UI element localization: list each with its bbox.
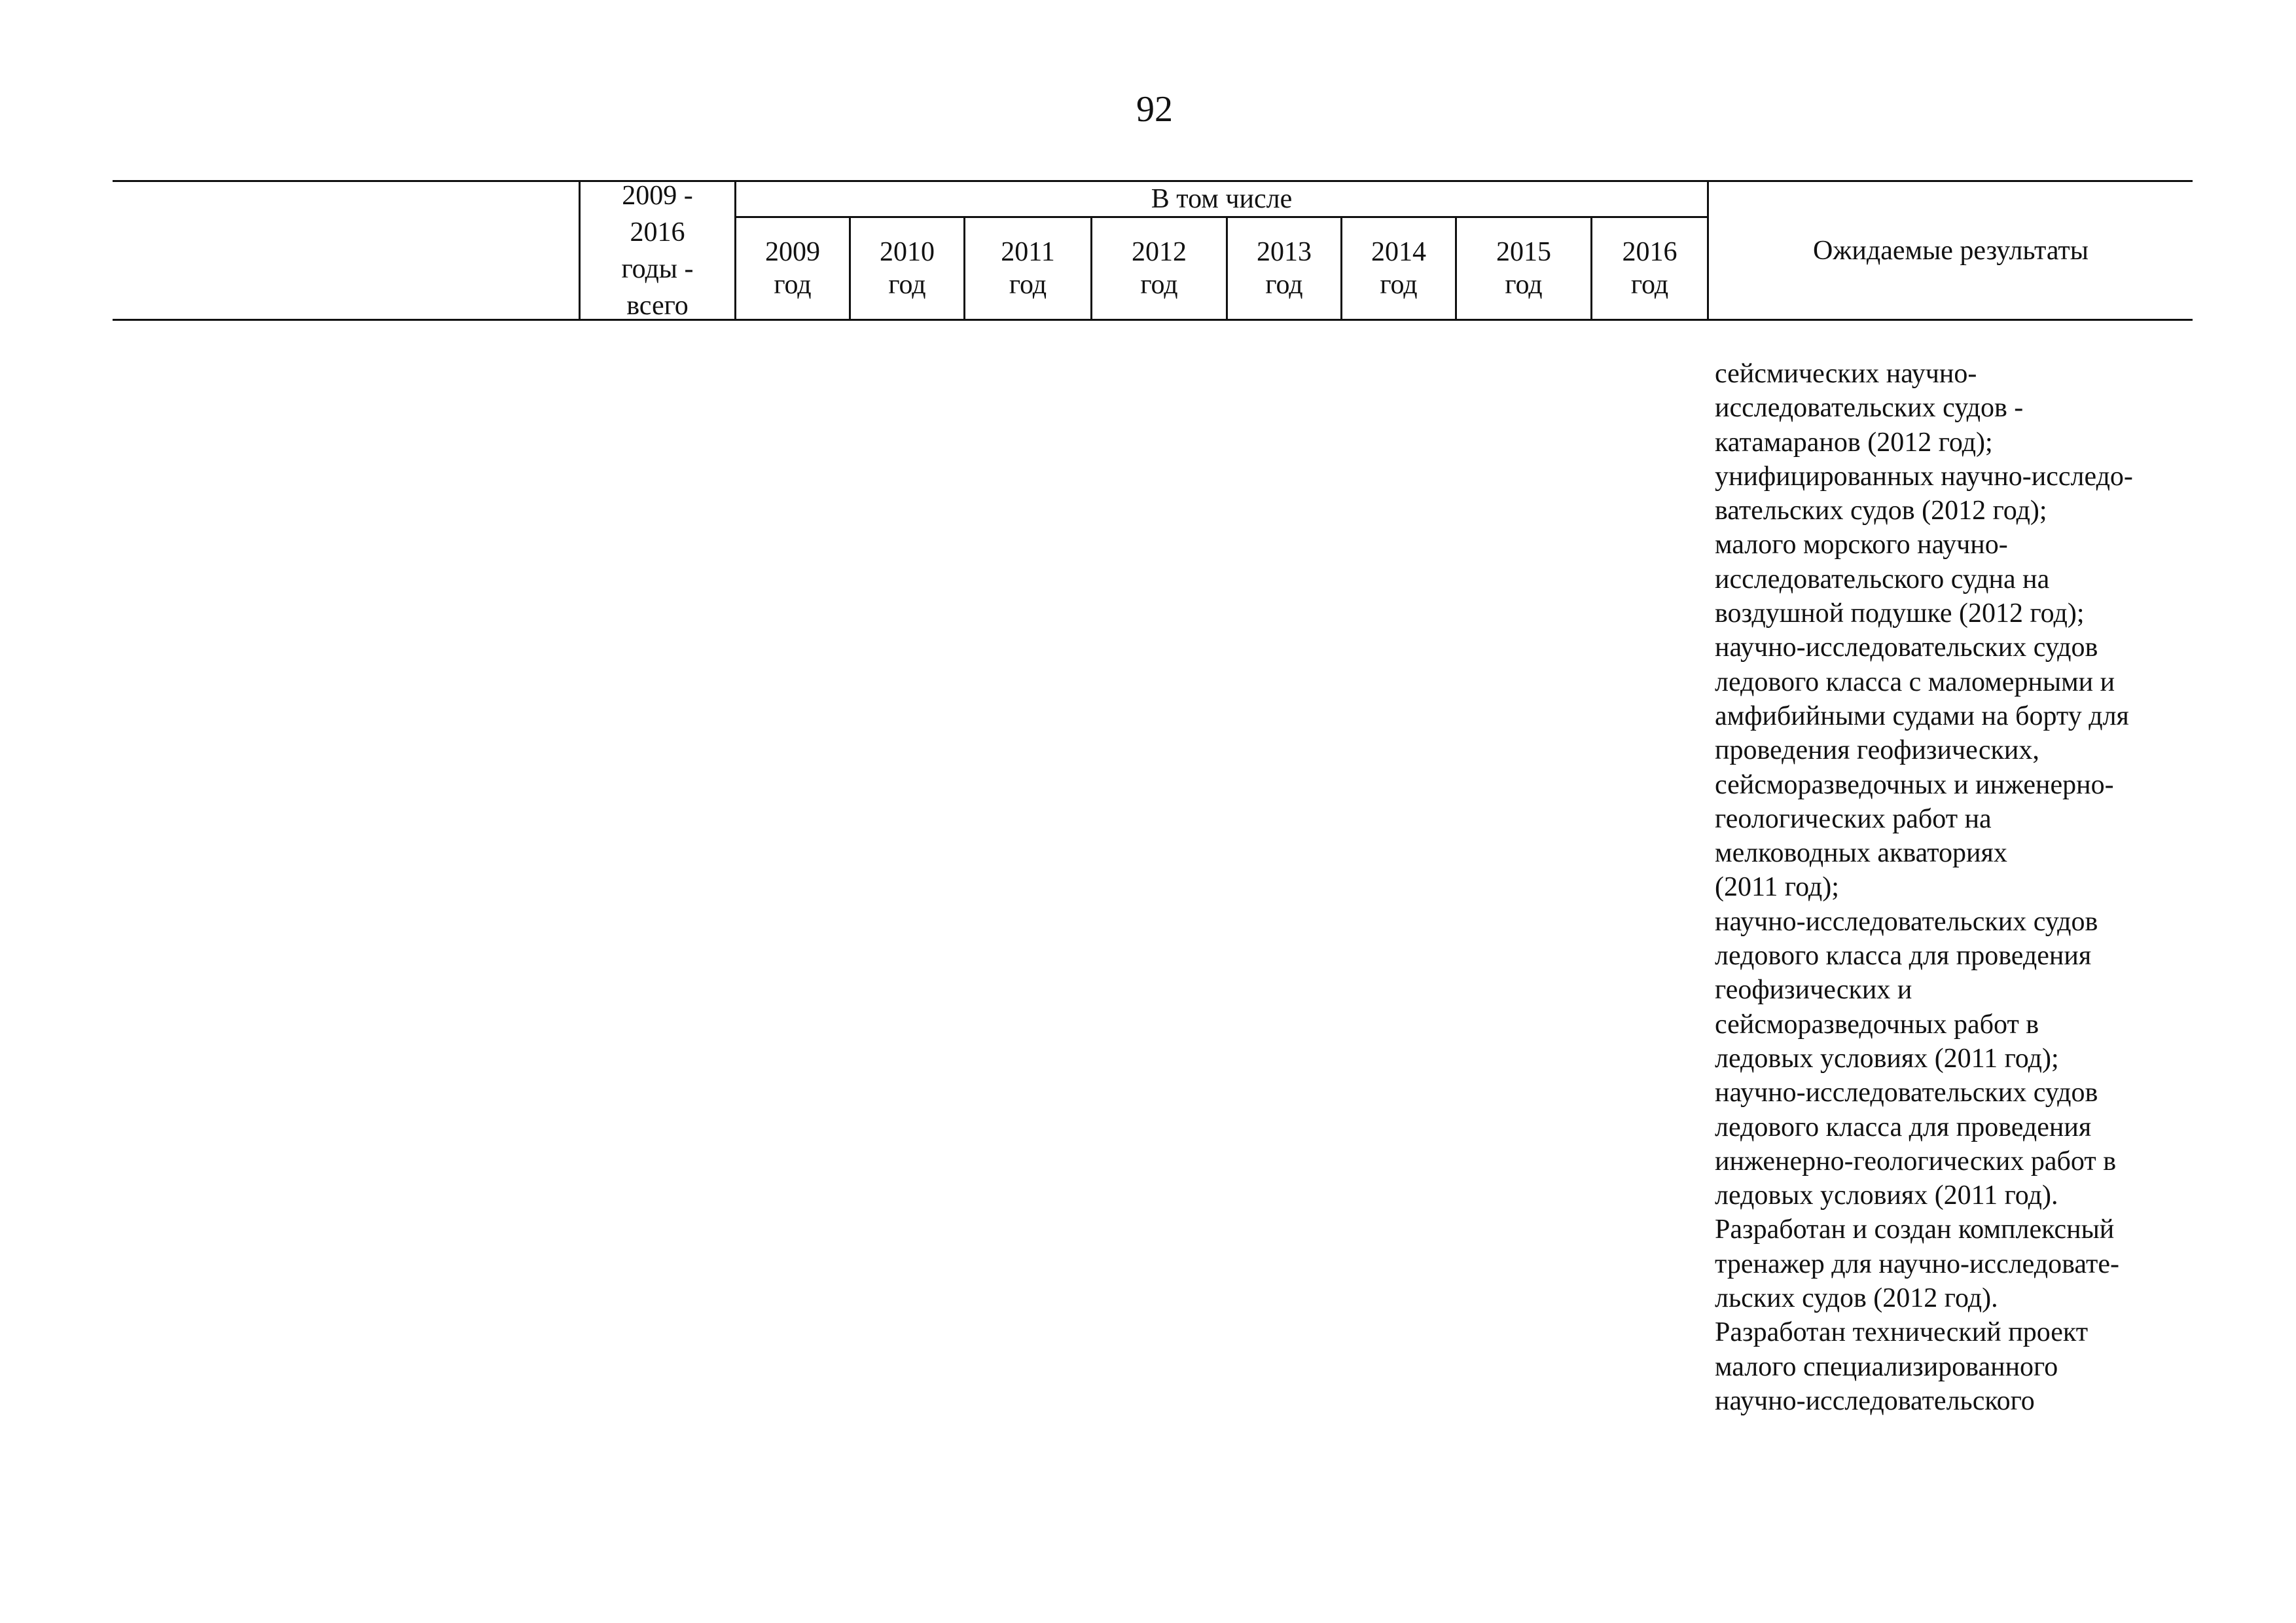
header-year: 2014: [1371, 237, 1426, 267]
header-year-cell: [1457, 218, 1590, 319]
text-line: Разработан технический проект: [1715, 1317, 2089, 1348]
text-line: ледового класса для проведения: [1715, 941, 2092, 972]
expected-results-text: [1715, 357, 2212, 1418]
text-line: ледового класса для проведения: [1715, 1112, 2092, 1142]
text-line: исследовательского судна на: [1715, 564, 2050, 594]
header-bottom-rule: [113, 319, 2193, 321]
header-year-unit: год: [1009, 270, 1047, 300]
header-total-line: 2009 -: [622, 180, 693, 211]
text-line: ледового класса с маломерными и: [1715, 666, 2115, 697]
header-year-unit: год: [1265, 270, 1303, 300]
text-line: малого специализированного: [1715, 1351, 2058, 1382]
header-year-cell: [1092, 218, 1226, 319]
header-year-cell: [851, 218, 963, 319]
header-year-cell: [1592, 218, 1707, 319]
text-line: амфибийными судами на борту для: [1715, 701, 2129, 731]
text-line: проведения геофизических,: [1715, 735, 2039, 766]
text-line: ледовых условиях (2011 год).: [1715, 1180, 2058, 1211]
header-results-cell: [1709, 182, 2193, 319]
text-line: (2011 год);: [1715, 872, 1839, 903]
text-line: катамаранов (2012 год);: [1715, 427, 1993, 458]
header-including-cell: [736, 182, 1707, 216]
header-year-unit: год: [1140, 270, 1178, 300]
text-line: сейсморазведочных и инженерно-: [1715, 769, 2114, 800]
header-total-line: всего: [626, 290, 689, 321]
text-line: малого морского научно-: [1715, 530, 2008, 560]
header-year-cell: [965, 218, 1090, 319]
header-year: 2013: [1257, 237, 1312, 267]
text-line: мелководных акваториях: [1715, 838, 2007, 869]
text-line: Разработан и создан комплексный: [1715, 1214, 2115, 1245]
text-line: ледовых условиях (2011 год);: [1715, 1043, 2059, 1074]
text-line: сейсморазведочных работ в: [1715, 1009, 2039, 1040]
text-line: сейсмических научно-: [1715, 359, 1977, 389]
header-year: 2016: [1622, 237, 1677, 267]
header-year: 2012: [1132, 237, 1187, 267]
header-year-unit: год: [774, 270, 812, 300]
text-line: вательских судов (2012 год);: [1715, 496, 2047, 526]
header-total-line: 2016: [630, 217, 685, 247]
text-line: геологических работ на: [1715, 803, 1992, 834]
text-line: научно-исследовательских судов: [1715, 632, 2098, 663]
header-year-unit: год: [888, 270, 926, 300]
header-results-label: Ожидаемые результаты: [1813, 235, 2089, 266]
text-line: унифицированных научно-исследо-: [1715, 461, 2133, 492]
header-year-unit: год: [1505, 270, 1543, 300]
text-line: научно-исследовательских судов: [1715, 1078, 2098, 1108]
text-line: исследовательских судов -: [1715, 393, 2024, 424]
header-year-cell: [1228, 218, 1340, 319]
text-line: геофизических и: [1715, 975, 1912, 1006]
text-line: льских судов (2012 год).: [1715, 1283, 1998, 1314]
text-line: инженерно-геологических работ в: [1715, 1146, 2117, 1176]
header-year: 2010: [880, 237, 935, 267]
header-year-cell: [1342, 218, 1455, 319]
header-including-label: В том числе: [1151, 184, 1293, 214]
text-line: научно-исследовательских судов: [1715, 906, 2098, 937]
text-line: научно-исследовательского: [1715, 1385, 2035, 1416]
header-year-cell: [736, 218, 849, 319]
header-year-unit: год: [1630, 270, 1669, 300]
header-total-line: годы -: [621, 253, 694, 284]
header-year: 2015: [1496, 237, 1551, 267]
header-year-unit: год: [1380, 270, 1418, 300]
page-number: 92: [1136, 89, 1173, 130]
text-line: тренажер для научно-исследовате-: [1715, 1249, 2119, 1279]
text-line: воздушной подушке (2012 год);: [1715, 598, 2085, 629]
header-year: 2009: [765, 237, 820, 267]
header-year: 2011: [1001, 237, 1055, 267]
header-total-cell: [581, 182, 734, 319]
